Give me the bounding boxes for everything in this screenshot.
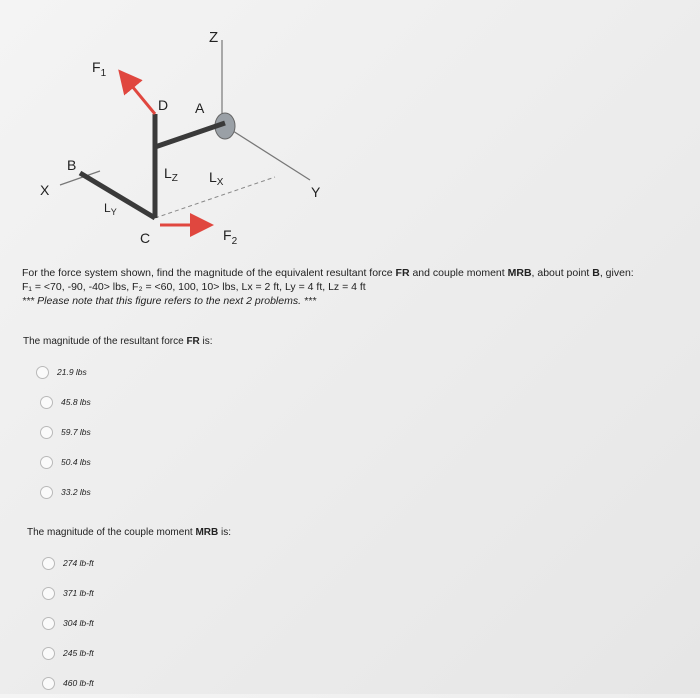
question-couple-moment xyxy=(27,527,231,698)
figure-note: *** Please note that this figure refers to the next 2 problems. *** xyxy=(22,295,317,307)
given-values: F₁ = <70, -90, -40> lbs, F₂ = <60, 100, 10> lbs, Lx = 2 ft, Ly = 4 ft, Lz = 4 ft xyxy=(22,281,366,293)
label-c: C xyxy=(140,230,151,246)
y-axis xyxy=(222,124,310,180)
label-lx: $L_X$ xyxy=(209,169,224,188)
radio-button[interactable] xyxy=(42,677,55,690)
problem-text-d: , given: xyxy=(599,267,634,279)
label-y: Y xyxy=(311,184,321,200)
symbol-mrb: MRB xyxy=(507,267,532,279)
radio-button[interactable] xyxy=(40,456,53,469)
label-f1: $F_1$ xyxy=(92,59,107,79)
radio-button[interactable] xyxy=(42,587,55,600)
problem-text-c: , about point xyxy=(531,267,593,279)
radio-button[interactable] xyxy=(42,647,55,660)
q2-option-4[interactable]: 245 lb-ft xyxy=(42,638,231,668)
q1-option-5[interactable]: 33.2 lbs xyxy=(40,477,213,507)
q1-option-4[interactable]: 50.4 lbs xyxy=(40,447,213,477)
label-f2: $F_2$ xyxy=(223,227,238,247)
label-ly: $L_Y$ xyxy=(104,201,117,217)
label-d: D xyxy=(158,97,169,113)
label-lz: $L_Z$ xyxy=(164,165,178,184)
label-z: Z xyxy=(209,29,219,46)
question-2-text: The magnitude of the couple moment MRB is: xyxy=(27,527,231,538)
question-2-options xyxy=(27,548,231,698)
radio-button[interactable] xyxy=(40,396,53,409)
radio-button[interactable] xyxy=(40,486,53,499)
question-resultant-force xyxy=(23,336,213,507)
q2-option-5[interactable]: 460 lb-ft xyxy=(42,668,231,698)
q2-option-1[interactable]: 274 lb-ft xyxy=(42,548,231,578)
label-x: X xyxy=(40,182,50,198)
q1-option-2[interactable]: 45.8 lbs xyxy=(40,387,213,417)
q2-option-3[interactable]: 304 lb-ft xyxy=(42,608,231,638)
q1-option-1[interactable]: 21.9 lbs xyxy=(36,357,213,387)
q1-option-3[interactable]: 59.7 lbs xyxy=(40,417,213,447)
q2-option-2[interactable]: 371 lb-ft xyxy=(42,578,231,608)
problem-statement xyxy=(22,266,692,308)
label-b: B xyxy=(67,157,77,173)
problem-text-a: For the force system shown, find the magnitude of the equivalent resultant force xyxy=(22,267,396,279)
force-f1-arrow xyxy=(122,74,155,114)
radio-button[interactable] xyxy=(36,366,49,379)
member-a xyxy=(155,123,225,147)
force-system-figure xyxy=(0,0,700,262)
problem-text-b: and couple moment xyxy=(409,267,508,279)
problem-line-1 xyxy=(22,266,692,280)
symbol-fr: FR xyxy=(395,267,410,279)
symbol-point-b: B xyxy=(592,267,600,279)
question-1-text: The magnitude of the resultant force FR is: xyxy=(23,336,213,347)
radio-button[interactable] xyxy=(40,426,53,439)
member-bc xyxy=(80,173,155,218)
label-a: A xyxy=(195,100,205,116)
radio-button[interactable] xyxy=(42,617,55,630)
radio-button[interactable] xyxy=(42,557,55,570)
question-1-options xyxy=(23,357,213,507)
